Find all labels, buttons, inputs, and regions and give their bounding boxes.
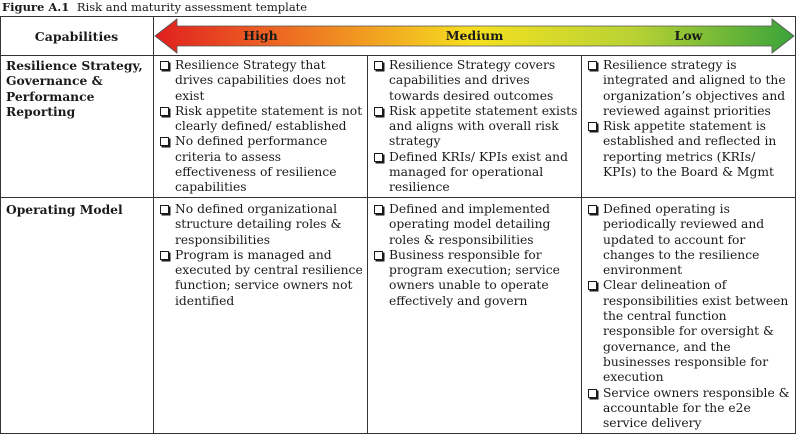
figure-caption xyxy=(2,0,307,14)
item-list xyxy=(584,202,792,431)
checkbox-icon xyxy=(160,137,169,146)
checkbox-icon xyxy=(374,205,383,214)
checkbox-icon xyxy=(374,153,383,162)
item-list xyxy=(370,58,578,196)
checkbox-icon xyxy=(374,61,383,70)
figure-title: Risk and maturity assessment template xyxy=(76,0,308,14)
figure-label: Figure A.1 xyxy=(2,0,70,14)
list-item: Risk appetite statement is not clearly defined/ established xyxy=(156,104,364,135)
checkbox-icon xyxy=(588,122,597,131)
list-item: Defined KRIs/ KPIs exist and managed for operational resilience xyxy=(370,150,578,196)
row-title-strategy: Resilience Strategy, Governance & Performance Reporting xyxy=(6,58,143,119)
row-divider xyxy=(0,197,796,198)
medium-column-rule xyxy=(581,55,582,434)
item-list xyxy=(584,58,792,180)
checkbox-icon xyxy=(588,389,597,398)
item-list xyxy=(156,202,364,309)
checkbox-icon xyxy=(588,205,597,214)
list-item: Defined and implemented operating model detailing roles & responsibilities xyxy=(370,202,578,248)
level-high-label: High xyxy=(243,28,278,43)
checkbox-icon xyxy=(374,107,383,116)
list-item: Risk appetite statement exists and aligns with overall risk strategy xyxy=(370,104,578,150)
capabilities-header: Capabilities xyxy=(34,28,119,44)
item-list xyxy=(370,202,578,309)
cell-strategy-medium xyxy=(370,58,578,196)
checkbox-icon xyxy=(160,251,169,260)
row-title-operating-model: Operating Model xyxy=(6,202,123,217)
header-bottom-rule xyxy=(0,55,796,56)
level-medium-label: Medium xyxy=(445,28,504,43)
high-column-rule xyxy=(367,55,368,434)
cell-strategy-high xyxy=(156,58,364,196)
checkbox-icon xyxy=(160,205,169,214)
checkbox-icon xyxy=(160,107,169,116)
list-item: Defined operating is periodically reviewed and updated to account for changes to the resilience environment xyxy=(584,202,792,278)
level-low-label: Low xyxy=(674,28,703,43)
cell-operating-low xyxy=(584,202,792,431)
list-item: Business responsible for program execution; service owners unable to operate effectively and govern xyxy=(370,248,578,309)
cell-strategy-low xyxy=(584,58,792,180)
list-item: No defined performance criteria to assess effectiveness of resilience capabilities xyxy=(156,134,364,195)
table-left-rule xyxy=(0,16,1,434)
list-item: Program is managed and executed by central resilience function; service owners not identified xyxy=(156,248,364,309)
checkbox-icon xyxy=(588,61,597,70)
capabilities-column-rule xyxy=(153,16,154,434)
list-item: Risk appetite statement is established and reflected in reporting metrics (KRIs/ KPIs) to the Board & Mgmt xyxy=(584,119,792,180)
list-item: No defined organizational structure detailing roles & responsibilities xyxy=(156,202,364,248)
list-item: Resilience strategy is integrated and aligned to the organization’s objectives and reviewed against priorities xyxy=(584,58,792,119)
checkbox-icon xyxy=(374,251,383,260)
checkbox-icon xyxy=(588,281,597,290)
cell-operating-medium xyxy=(370,202,578,309)
cell-operating-high xyxy=(156,202,364,309)
list-item: Resilience Strategy covers capabilities and drives towards desired outcomes xyxy=(370,58,578,104)
list-item: Service owners responsible & accountable for the e2e service delivery xyxy=(584,386,792,432)
item-list xyxy=(156,58,364,196)
list-item: Clear delineation of responsibilities exist between the central function responsible for oversight & governance, and the businesses responsible for execution xyxy=(584,278,792,385)
checkbox-icon xyxy=(160,61,169,70)
list-item: Resilience Strategy that drives capabilities does not exist xyxy=(156,58,364,104)
